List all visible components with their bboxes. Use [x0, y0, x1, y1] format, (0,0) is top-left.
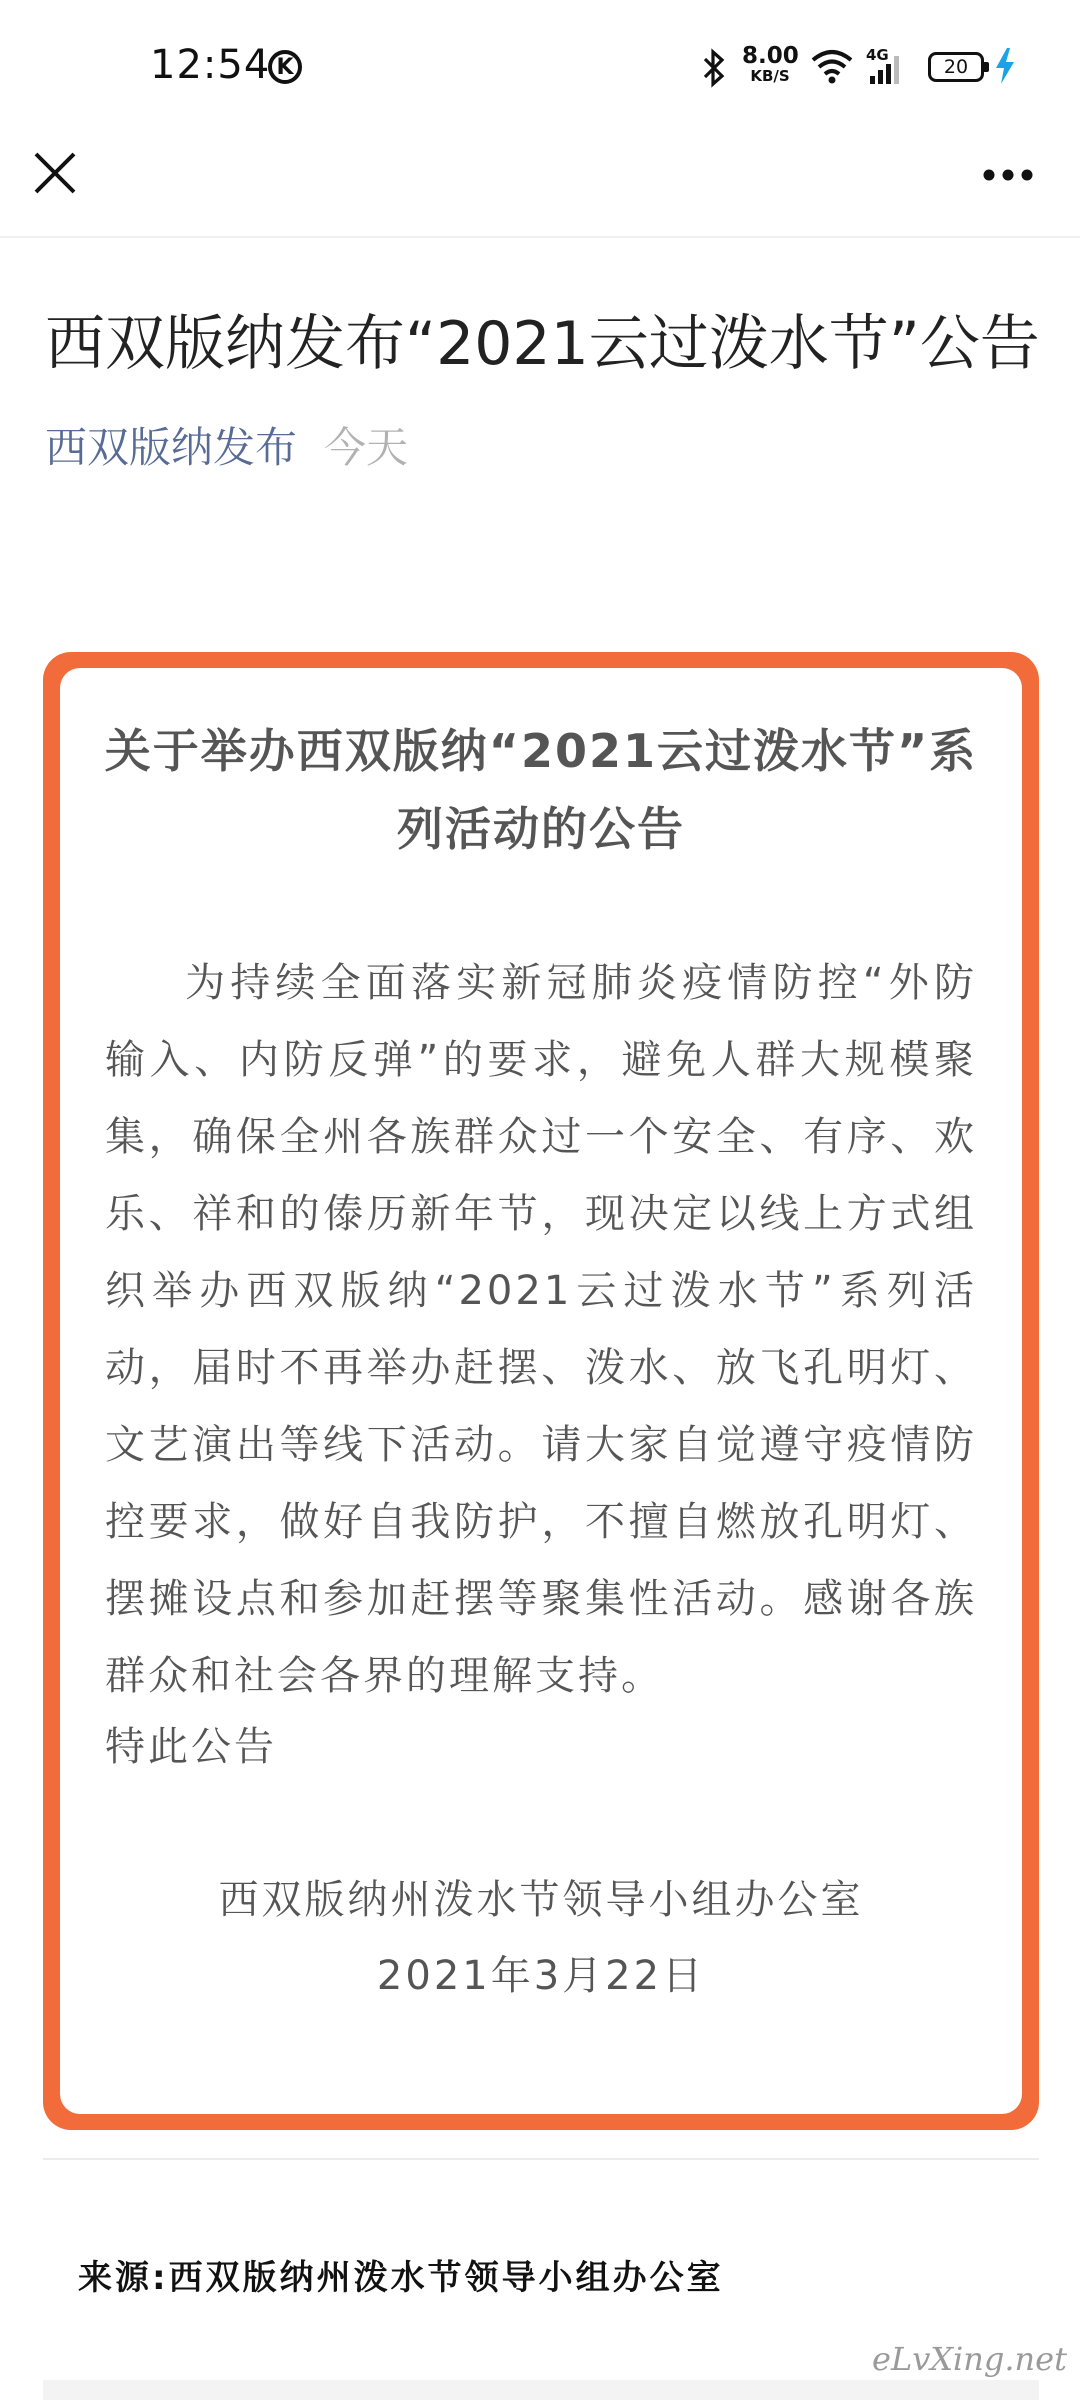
notice-title: 关于举办西双版纳“2021云过泼水节”系列活动的公告 [104, 724, 978, 856]
cell-type-label: 4G [866, 46, 889, 64]
bottom-strip [43, 2380, 1039, 2400]
article-title: 西双版纳发布“2021云过泼水节”公告 [45, 309, 1040, 379]
status-time: 12:54 [150, 42, 271, 88]
notice-date: 2021年3月22日 [376, 1953, 706, 1999]
battery-cap [984, 62, 989, 72]
notice-body: 为持续全面落实新冠肺炎疫情防控“外防输入、内防反弹”的要求，避免人群大规模聚集，确保全州各族群众过一个安全、有序、欢乐、祥和的傣历新年节，现决定以线上方式组织举办西双版纳“2021云过泼水节”系列活动，届时不再举办赶摆、泼水、放飞孔明灯、文艺演出等线下活动。请大家自觉遵守疫情防控要求，做好自我防护，不擅自燃放孔明灯、摆摊设点和参加赶摆等聚集性活动。感谢各族群众和社会各界的理解支持。 [105, 960, 977, 1699]
notice-closing: 特此公告 [105, 1724, 277, 1770]
wifi-icon [810, 48, 854, 84]
nav-divider [0, 236, 1080, 238]
bluetooth-icon [700, 48, 728, 88]
network-speed [742, 44, 798, 84]
close-icon[interactable] [32, 150, 78, 196]
battery-icon: 20 [928, 52, 984, 82]
notice-signer: 西双版纳州泼水节领导小组办公室 [218, 1877, 864, 1923]
source-text: 来源:西双版纳州泼水节领导小组办公室 [78, 2258, 724, 2298]
status-bar [0, 0, 1080, 135]
author-link[interactable]: 西双版纳发布 [45, 423, 298, 472]
charging-icon [994, 48, 1016, 84]
network-speed-unit: KB/S [750, 67, 790, 85]
more-icon[interactable] [982, 168, 1034, 182]
publish-date: 今天 [324, 423, 409, 472]
watermark: eLvXing.net [872, 2340, 1067, 2378]
k-badge-icon: K [268, 50, 302, 84]
network-speed-value: 8.00 [742, 43, 799, 69]
section-divider [43, 2158, 1039, 2160]
